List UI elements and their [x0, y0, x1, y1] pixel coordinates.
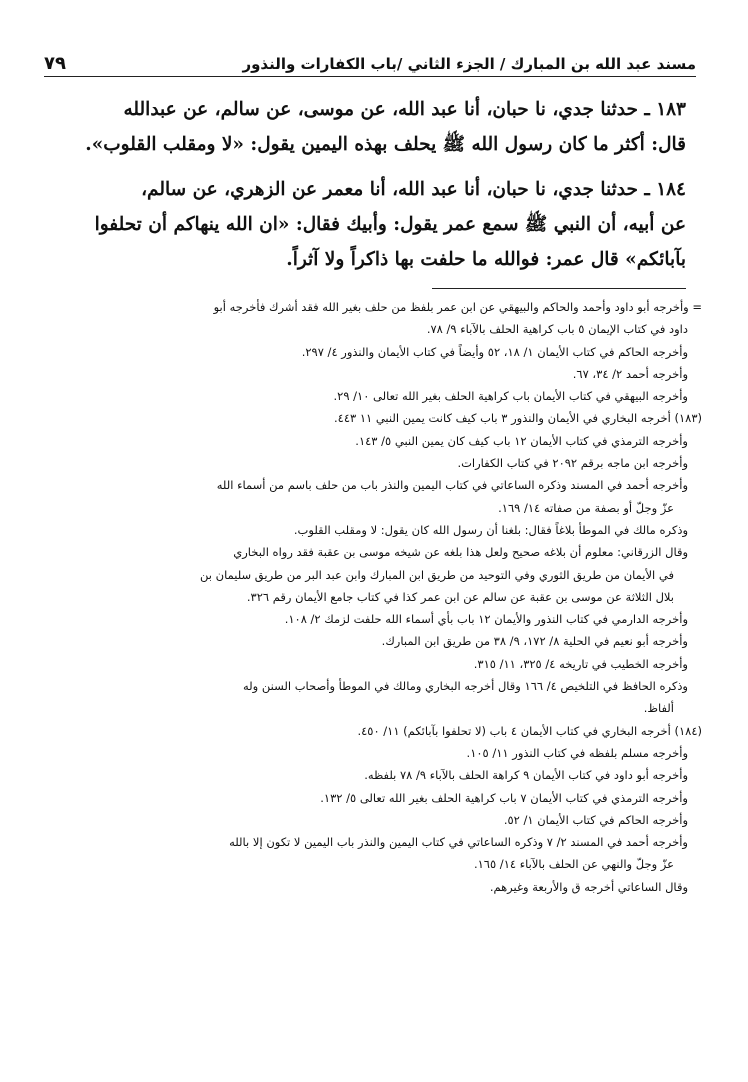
footnotes	[46, 296, 702, 898]
footnote-line: وأخرجه الحاكم في كتاب الأيمان ١/ ١٨، ٥٢ وأيضاً في كتاب الأيمان والنذور ٤/ ٢٩٧.	[301, 344, 688, 359]
hadith-line: بآبائكم» قال عمر: فوالله ما حلفت بها ذاكراً ولا آثراً.	[286, 249, 686, 270]
hadith-183	[50, 92, 686, 162]
footnote-line: وأخرجه الترمذي في كتاب الأيمان ٧ باب كراهية الحلف بغير الله تعالى ٥/ ١٣٢.	[320, 790, 688, 805]
footnote-line: عزّ وجلّ أو بصفة من صفاته ١٤/ ١٦٩.	[498, 500, 674, 515]
footnote-line: في الأيمان من طريق الثوري وفي التوحيد من طريق ابن المبارك وابن عبد البر من طريق سليمان بن	[200, 567, 674, 582]
footnote-line: وأخرجه أحمد ٢/ ٣٤، ٦٧.	[572, 366, 688, 381]
hadith-line: ١٨٣ ـ حدثنا جدي، نا حبان، أنا عبد الله، عن موسى، عن سالم، عن عبدالله	[123, 99, 686, 120]
footnote-line: وأخرجه أبو داود في كتاب الأيمان ٩ كراهة الحلف بالآباء ٩/ ٧٨ بلفظه.	[364, 768, 688, 783]
footnote-line: وأخرجه الدارمي في كتاب النذور والأيمان ١٢ باب بأي أسماء الله حلفت لزمك ٢/ ١٠٨.	[284, 612, 688, 627]
footnote-line: عزّ وجلّ والنهي عن الحلف بالآباء ١٤/ ١٦٥.	[473, 857, 674, 872]
hadith-line: قال: أكثر ما كان رسول الله ﷺ يحلف بهذه اليمين يقول: «لا ومقلب القلوب».	[85, 134, 686, 155]
footnote-line: وقال الساعاتي أخرجه ق والأربعة وغيرهم.	[489, 879, 688, 894]
running-title: مسند عبد الله بن المبارك / الجزء الثاني /باب الكفارات والنذور	[242, 55, 696, 73]
footnote-line: داود في كتاب الإيمان ٥ باب كراهية الحلف بالآباء ٩/ ٧٨.	[426, 322, 688, 337]
hadith-line: عن أبيه، أن النبي ﷺ سمع عمر يقول: وأبيك فقال: «ان الله ينهاكم أن تحلفوا	[94, 214, 686, 235]
footnote-line: وأخرجه مسلم بلفظه في كتاب النذور ١١/ ١٠٥.	[466, 745, 688, 760]
footnote-separator	[432, 288, 686, 289]
footnote-line: وأخرجه الخطيب في تاريخه ٤/ ٣٢٥، ١١/ ٣١٥.	[473, 656, 688, 671]
hadith-line: ١٨٤ ـ حدثنا جدي، نا حبان، أنا عبد الله، أنا معمر عن الزهري، عن سالم،	[141, 179, 686, 200]
running-header	[44, 36, 696, 77]
hadith-184	[50, 172, 686, 277]
footnote-line: وأخرجه أحمد في المسند وذكره الساعاتي في كتاب اليمين والنذر باب من حلف باسم من أسماء الله	[216, 478, 688, 493]
footnote-line: وأخرجه ابن ماجه برقم ٢٠٩٢ في كتاب الكفارات.	[457, 456, 688, 471]
page-number: ٧٩	[44, 53, 66, 74]
footnote-line: ألفاظ.	[643, 701, 674, 716]
footnote-line: بلال الثلاثة عن موسى بن عقبة عن سالم عن ابن عمر كذا في كتاب جامع الأيمان رقم ٣٢٦.	[246, 589, 674, 604]
footnote-line: وأخرجه الحاكم في كتاب الأيمان ١/ ٥٢.	[503, 812, 688, 827]
footnote-line: وأخرجه الترمذي في كتاب الأيمان ١٢ باب كيف كان يمين النبي ٥/ ١٤٣.	[355, 433, 688, 448]
footnote-line: وقال الزرقاني: معلوم أن بلاغه صحيح ولعل هذا بلغه عن شيخه موسى بن عقبة فقد رواه البخاري	[233, 545, 688, 560]
footnote-line: وأخرجه أحمد في المسند ٢/ ٧ وذكره الساعاتي في كتاب اليمين والنذر باب اليمين لا تكون إلا بالله	[229, 835, 688, 850]
footnote-line: (١٨٣) أخرجه البخاري في الأيمان والنذور ٣ باب كيف كانت يمين النبي ١١ ٤٤٣.	[333, 411, 702, 426]
footnote-line: وذكره الحافظ في التلخيص ٤/ ١٦٦ وقال أخرجه البخاري ومالك في الموطأ وأصحاب السنن وله	[243, 679, 688, 694]
footnote-line: وأخرجه البيهقي في كتاب الأيمان باب كراهية الحلف بغير الله تعالى ١٠/ ٢٩.	[333, 389, 688, 404]
footnote-line: = وأخرجه أبو داود وأحمد والحاكم والبيهقي عن ابن عمر بلفظ من حلف بغير الله فقد أشرك فأخرجه أبو	[213, 300, 702, 314]
footnote-line: (١٨٤) أخرجه البخاري في كتاب الأيمان ٤ باب (لا تحلفوا بآبائكم) ١١/ ٤٥٠.	[357, 723, 702, 738]
footnote-line: وأخرجه أبو نعيم في الحلية ٨/ ١٧٢، ٩/ ٣٨ من طريق ابن المبارك.	[381, 634, 688, 649]
footnote-line: وذكره مالك في الموطأ بلاغاً فقال: بلغنا أن رسول الله كان يقول: لا ومقلب القلوب.	[293, 522, 688, 537]
